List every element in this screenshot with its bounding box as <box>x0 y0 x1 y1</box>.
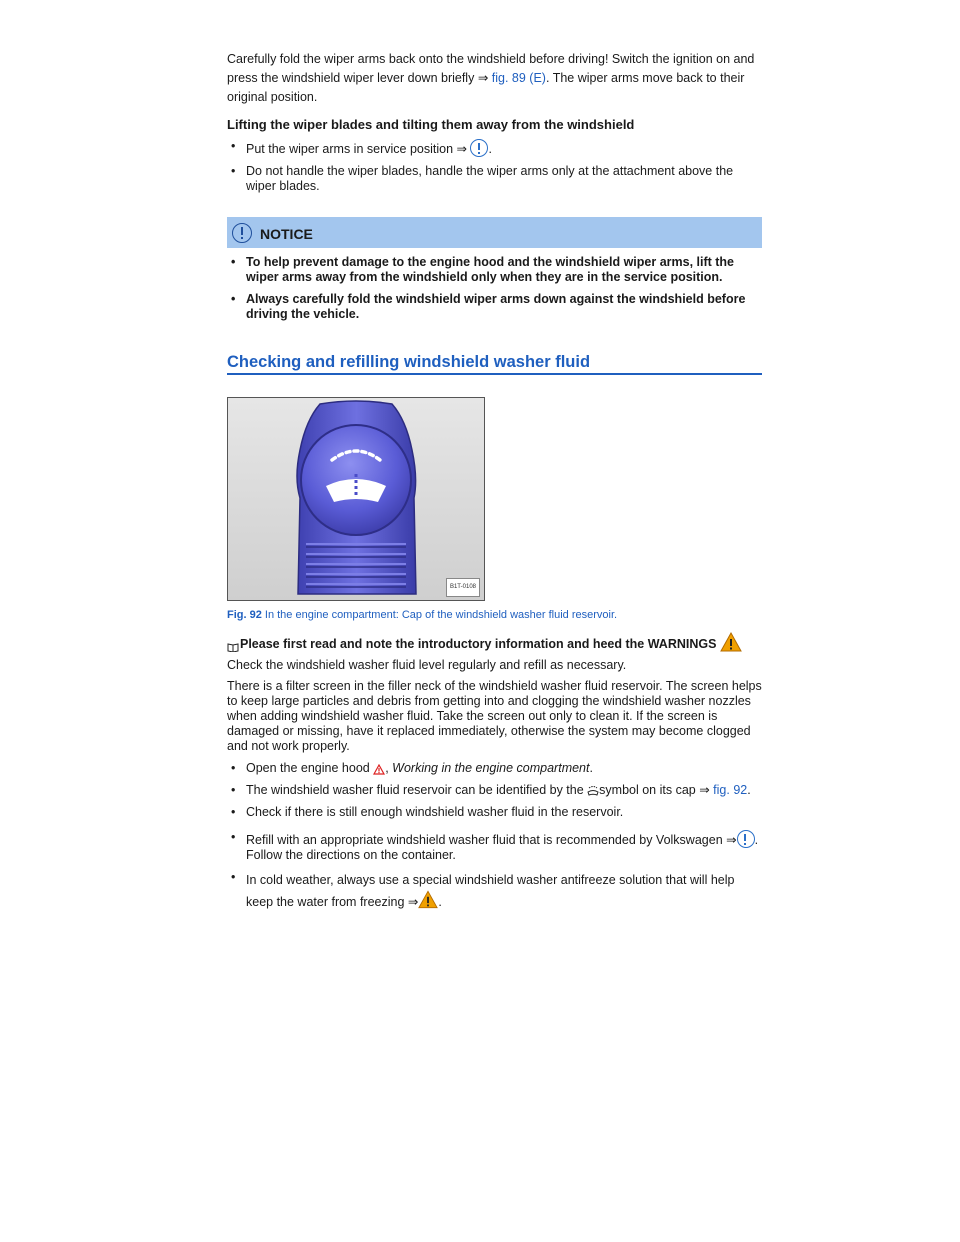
caption-number: Fig. 92 <box>227 609 262 621</box>
bullet: • <box>231 830 236 844</box>
list-item <box>227 164 762 194</box>
caption-text: In the engine compartment: Cap of the windshield washer fluid reservoir. <box>261 609 618 621</box>
list-item-text-2: . Follow the directions on the container. <box>246 833 759 862</box>
period: . <box>747 783 751 797</box>
list-item <box>227 805 762 820</box>
list-item-end: . <box>488 142 492 156</box>
notice-item <box>227 255 762 285</box>
list-item-text: In cold weather, always use a special windshield washer antifreeze solution that will help keep the water from freezing ⇒ <box>246 873 735 909</box>
lifting-heading: Lifting the wiper blades and tilting them away from the windshield <box>227 117 635 132</box>
period: . <box>438 895 442 909</box>
list-item-text: Put the wiper arms in service position ⇒ <box>246 142 467 156</box>
notice-icon[interactable] <box>737 830 755 848</box>
notice-item-text: Always carefully fold the windshield wiper arms down against the windshield before driving the vehicle. <box>246 292 746 321</box>
list-item-text: Open the engine hood <box>246 761 374 775</box>
arrow: ⇒ <box>477 71 489 85</box>
notice-item-text: To help prevent damage to the engine hood and the windshield wiper arms, lift the wiper arms away from the windshield only when they are in the service position. <box>246 255 735 284</box>
bullet: • <box>231 783 236 797</box>
check-paragraph: Check the windshield washer fluid level regularly and refill as necessary. <box>227 658 627 672</box>
list-item <box>227 761 762 776</box>
read-first-line <box>227 632 762 652</box>
warning-icon[interactable] <box>720 632 742 652</box>
list-item <box>227 139 762 157</box>
notice-banner <box>227 217 762 248</box>
intro-paragraph <box>227 50 762 107</box>
manual-page <box>227 50 762 912</box>
read-first-text: Please first read and note the introductory information and heed the WARNINGS <box>240 637 717 651</box>
list-item-text: The windshield washer fluid reservoir can be identified by the <box>246 783 588 797</box>
period: . <box>589 761 593 775</box>
figure-caption <box>227 608 762 623</box>
notice-icon <box>232 223 252 243</box>
filter-paragraph: There is a filter screen in the filler neck of the windshield washer fluid reservoir. The screen helps to keep large particles and debris from getting into and clogging the windshield washer nozzles when adding windshield washer fluid. Take the screen out only to clean it. If the screen is damaged or missing, have it replaced immediately, otherwise the system may become clogged and not work properly. <box>227 679 762 753</box>
separator: , <box>385 761 393 775</box>
warning-icon[interactable] <box>373 764 385 775</box>
washer-symbol-icon <box>587 785 599 796</box>
bullet: • <box>231 255 236 269</box>
book-icon <box>227 642 239 652</box>
bullet: • <box>231 139 236 153</box>
fig-92-link[interactable]: fig. 92 <box>713 783 748 797</box>
intro-text-end: . The wiper arms move back to their original position. <box>227 71 745 104</box>
section-title: Checking and refilling windshield washer fluid <box>227 355 762 375</box>
warning-icon[interactable] <box>418 890 438 909</box>
list-item-text: Do not handle the wiper blades, handle the wiper arms only at the attachment above the wiper blades. <box>246 164 734 193</box>
bullet: • <box>231 164 236 178</box>
washer-cap-image <box>228 398 484 600</box>
notice-icon[interactable] <box>470 139 488 157</box>
list-item-text: Refill with an appropriate windshield washer fluid that is recommended by Volkswagen ⇒ <box>246 833 737 847</box>
bullet: • <box>231 870 236 884</box>
list-item-text: Check if there is still enough windshield washer fluid in the reservoir. <box>246 805 624 819</box>
list-item <box>227 830 762 863</box>
bullet: • <box>231 292 236 306</box>
notice-item <box>227 292 762 322</box>
notice-label: NOTICE <box>260 226 313 242</box>
washer-cap-figure <box>227 397 485 601</box>
list-item <box>227 783 762 798</box>
figure-tag: B1T-0108 <box>446 578 480 597</box>
list-item-text-2: symbol on its cap ⇒ <box>599 783 710 797</box>
list-item <box>227 870 762 912</box>
intro-text: Carefully fold the wiper arms back onto the windshield before driving! Switch the ignition on and press the windshield wiper lever down briefly <box>227 52 755 85</box>
bullet: • <box>231 761 236 775</box>
bullet: • <box>231 805 236 819</box>
fig-89-link[interactable]: fig. 89 (E) <box>491 71 546 85</box>
engine-compartment-ref[interactable]: Working in the engine compartment <box>392 761 590 775</box>
